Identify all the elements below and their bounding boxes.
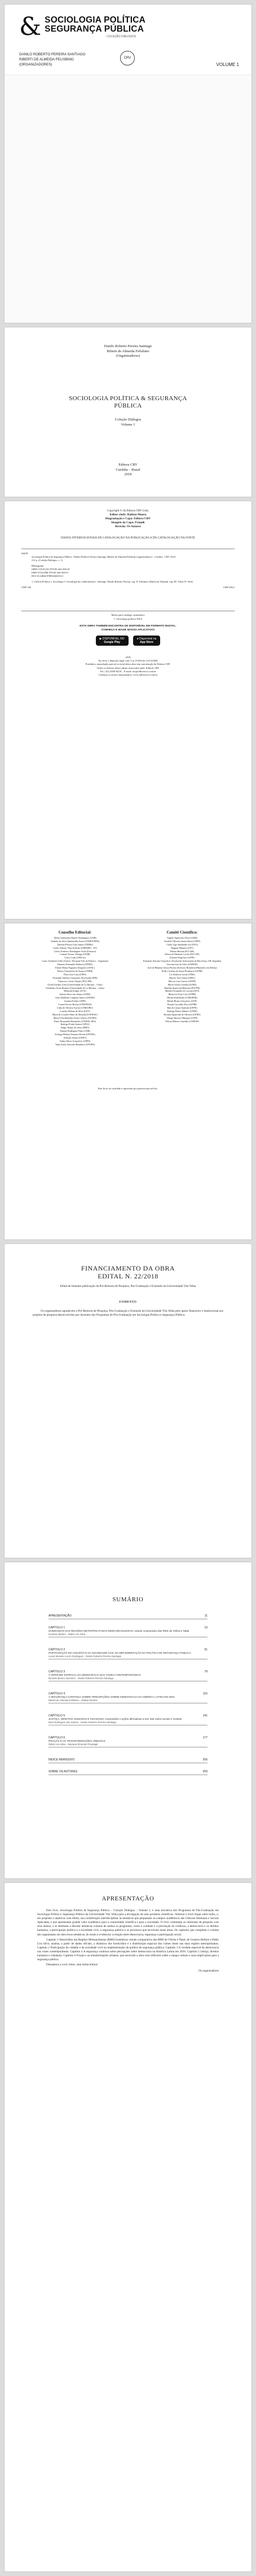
council-member: Lourdes Helena da Silva (UFV) <box>60 1009 90 1013</box>
council-list <box>27 936 123 1046</box>
toc-entry-title: HOMICÍDIOS NAS REGIÕES METROPOLITANAS (RMS) BRASILEIRAS: estudo comparativo das RMS de Vitória e Natal <box>48 1629 189 1632</box>
council-member: Lídia de Oliveira Xavier (UNIEURO) <box>57 1006 93 1009</box>
council-member: Maria de Lourdes Pinto de Almeida (UNOESC) <box>52 1013 98 1016</box>
committee-heading: Comitê Científico: <box>166 930 198 935</box>
imprint-city: Curitiba – Brasil <box>116 467 140 472</box>
organizer-name: DANILO ROBERTO PEREIRA SANTIAGO <box>19 52 86 56</box>
funding-subtitle: Edital de fomento publicação da Pró-Reitoria de Pesquisa, Pós-Graduação e Extensão da Universidade Vila Velha <box>60 1285 196 1288</box>
legal-line: Foi feito o depósito legal conf. Lei 10.994 de 14/12/2004 <box>98 659 158 663</box>
presentation-signature: Os organizadores <box>198 1969 219 1973</box>
council-member: Maria Lília Imbiriba Sousa Colares (UFOPA) <box>53 1016 97 1019</box>
legal-line: Proibida a reprodução parcial ou total desta obra sem autorização da Editora CRV <box>85 663 171 666</box>
toc-entry-page: 51 <box>204 1648 208 1651</box>
legal-line: Tel.: (41) 3039-6418 – E-mail: sac@editoracrv.com.br <box>99 669 157 673</box>
legal-line: Todos os direitos desta edição reservados pela: Editora CRV <box>96 666 160 669</box>
ebook-line: CONHEÇA E BAIXE NOSSO APLICATIVO! <box>101 629 155 632</box>
cdd-code: CDD 320 <box>21 586 31 589</box>
toc-title: SUMÁRIO <box>112 1596 144 1603</box>
cover-page <box>5 5 251 323</box>
toc-entry[interactable] <box>48 1736 208 1747</box>
ebook-line: ESTA OBRA TAMBÉM ENCONTRA-SE DISPONÍVEL EM FORMATO DIGITAL. <box>80 625 176 628</box>
presentation-paragraph: Desejamos a você, leitor, uma ótima leitura! <box>46 1963 98 1967</box>
badge-store-name: App Store <box>140 641 153 644</box>
council-member: Jailson Alves dos Santos (UFRJ) <box>59 993 91 996</box>
council-member: Sérgio Nunes de Jesus (IFRO) <box>60 1026 90 1029</box>
title-page <box>5 327 251 497</box>
index-block <box>5 613 251 621</box>
catalog-heading: DADOS INTERNACIONAIS DE CATALOGAÇÃO NA PUBLICAÇÃO (CIP) CATALOGAÇÃO NA FONTE <box>61 536 195 540</box>
imprint-publisher: Editora CRV <box>118 463 138 467</box>
council-member: Leonel Severo Rocha (UNISINOS) <box>58 1003 92 1006</box>
toc-entry[interactable] <box>48 1758 208 1763</box>
toc-entry-label: ÍNDICE REMISSIVO <box>48 1758 75 1762</box>
council-member: Elione Maria Nogueira Diogenes (UFAL) <box>55 966 95 970</box>
legal-block <box>5 656 251 677</box>
council-member: Maurício Feijó Cruz (UFPB) <box>168 993 196 996</box>
toc-entry-label: CAPÍTULO 1 <box>48 1626 65 1629</box>
council-member: Giovani José da Silva (UNIFAP) <box>166 963 198 966</box>
council-member: Elizeu Clementino de Souza (UNEB) <box>57 969 93 972</box>
presentation-page <box>5 1883 251 2571</box>
toc-entry-label: CAPÍTULO 6 <box>48 1736 65 1740</box>
cip-isbn: ISBN COLEÇÃO 978-85-444-3032-8 <box>32 568 70 571</box>
toc-entry-page: 11 <box>204 1614 208 1618</box>
council-member: Dagmar Manieri (UFT) <box>171 946 193 949</box>
toc-entry[interactable] <box>48 1670 208 1681</box>
toc-entry[interactable] <box>48 1614 208 1619</box>
legal-line: Conheça os nossos lançamentos: www.editoracrv.com.br <box>98 673 158 677</box>
cover-organizers <box>19 52 85 67</box>
toc-entry-label: SOBRE OS AUTORES <box>48 1770 78 1773</box>
cip-text: Sociologia Política & Segurança Pública / Danilo Roberto Pereira Santiago, Riberti de Almeida Felisbino (organizadores) – Curitiba : CRV, 2018. <box>32 555 176 558</box>
council-member: Marcio Jose Ornat (UEPG) <box>169 976 195 979</box>
play-icon: ▶ <box>99 637 102 641</box>
council-member: Wilson Ribeiro Cantidio (UNIFAP) <box>165 1019 199 1023</box>
council-member: Elizeu de Miranda Corrêa (PUC/SP) <box>165 953 200 956</box>
council-member: José de Ribamar Sousa Pereira (Exército Brasileiro/Ministério da Defesa) <box>147 966 217 970</box>
council-member: Kelly Cristina de Souza Prudencio (UFPR) <box>161 969 203 972</box>
cdd-row <box>21 586 235 589</box>
cover-title-line2: SEGURANÇA PÚBLICA <box>45 24 144 34</box>
volume-number: Volume 1 <box>121 422 135 427</box>
toc-entry-authors: Gustavo Belloni · Pablo Lira Silva <box>48 1632 86 1636</box>
council-member: Carlos Federico Dominguez Avila (Unieuro) <box>54 949 96 953</box>
scientific-committee-column <box>134 931 230 1023</box>
council-member: Antônio Pereira Gaio Júnior (UFRRJ) <box>57 943 93 946</box>
council-member: Thiago Barroso Marques (UFPI) <box>166 1016 198 1019</box>
council-member: Tadeu Oliver Gonçalves (UFPA) <box>59 1040 91 1042</box>
toc-entry-authors: Pablo Lira Silva · Mariana Pimentel Prantagé <box>48 1742 98 1746</box>
toc-entry-page: 13 <box>204 1626 208 1629</box>
council-member: Sydione Santos (UEPG) <box>63 1036 87 1040</box>
council-member: Fauston Negreiros (UFPI) <box>170 956 195 960</box>
credit-line: Copyright © da Editora CRV Ltda. <box>107 509 149 512</box>
cover-collection: COLEÇÃO DIÁLOGOS <box>107 35 136 38</box>
credit-line: Diagramação e Capa: Editora CRV <box>105 517 151 520</box>
cip-entry <box>21 555 235 584</box>
toc-entry-authors: Riberti de Almeida Felisbino · Rafael Simões <box>48 1698 98 1702</box>
council-member: Andréia da Silva Quintanilha Sousa (UNIR/UFRN) <box>50 939 100 943</box>
toc-entry-label: CAPÍTULO 4 <box>48 1692 65 1696</box>
council-member: Michel Kobelinski (UNESPAR) <box>167 996 197 1000</box>
council-member: Aldira Guimarães Duarte Domínguez (UNB) <box>54 936 96 939</box>
cover-title-block <box>19 12 205 41</box>
cip-record <box>21 552 235 589</box>
council-member: Rafael Bruno Gonçalves (UFF) <box>167 1000 197 1003</box>
presentation-body <box>37 1909 219 1973</box>
cover-volume: VOLUME 1 <box>216 62 239 67</box>
credits-block <box>5 509 251 529</box>
council-member: Helmuth Krüger (UCP) <box>64 989 86 993</box>
council-member: Solange Helena Ximenes-Rocha (UFOPA) <box>55 1033 95 1036</box>
editor-name: Danilo Roberto Pereira Santiago <box>104 344 152 348</box>
toc-entry-page: 79 <box>204 1670 208 1673</box>
editor-name: Riberti de Almeida Felisbino <box>107 349 149 353</box>
legal-year: 2018 <box>125 656 131 659</box>
ampersand-glyph: & <box>19 12 42 41</box>
council-member: Liv Rebecca Sovik (UFRJ) <box>169 972 195 976</box>
council-member: Edison Bariani (FCLAR) <box>170 949 195 953</box>
book-title: SOCIOLOGIA POLÍTICA & SEGURANÇA PÚBLICA <box>69 395 187 409</box>
council-member: Arnaldo Oliveira Souza Júnior (UFPI) <box>164 939 201 943</box>
index-item: 1. Sociologia política 306.2 <box>113 617 143 620</box>
toc-entry[interactable] <box>48 1714 208 1725</box>
cip-subjects: 1. Ciência Política 2. Sociologia 3. Sociologia do conhecimento I. Santiago, Danilo Roberto Pereira. org. II. Felisbino, Riberti de Almeida. org. III. Título IV. Série. <box>32 580 194 583</box>
toc-entry-label: CAPÍTULO 3 <box>48 1670 65 1673</box>
credit-line: Imagem da Capa: Freepik <box>111 521 145 524</box>
council-member: Celso Conti (UFSCar) <box>64 956 86 960</box>
cip-doi: DOI 10.24824/978854443033.5 <box>32 575 64 577</box>
council-member: Gloria Fariñas León (Universidade de La Havana – Cuba) <box>47 983 103 986</box>
council-member: Carmen Tereza Velanga (UNIR) <box>60 953 90 956</box>
council-member: Paulo Romualdo Hernandes (UNIFAL-MG) <box>54 1019 96 1023</box>
presentation-title: APRESENTAÇÃO <box>101 1895 155 1902</box>
toc-entry-title: JUSTIÇA, DIREITOS HUMANOS E CIDADANIA: impressões e ações afirmativas a teor das redes sociais e revistas <box>48 1718 182 1720</box>
toc-entry[interactable] <box>48 1626 208 1637</box>
organizer-name: RIBERTI DE ALMEIDA FELISBINO <box>19 58 74 62</box>
app-store-badge[interactable] <box>133 636 161 646</box>
toc-entry-label: APRESENTAÇÃO <box>48 1614 72 1618</box>
council-member: Rodrigo Pratte-Santos (UFES) <box>60 1023 90 1026</box>
editorial-council-column <box>27 931 123 1046</box>
toc-entry-label: CAPÍTULO 2 <box>48 1648 65 1651</box>
apple-icon: ● <box>136 637 139 641</box>
council-member: João Adalberto Campato Junior (UNESP) <box>55 996 95 1000</box>
ebook-notice <box>5 624 251 632</box>
toc-entry-page: 205 <box>202 1758 208 1762</box>
council-member: Maria Tereza Castilho (UFRJ) <box>167 983 197 986</box>
organizer-label: (ORGANIZADORES) <box>19 63 52 67</box>
credit-line: Editor-chefe: Railson Moura <box>109 513 147 516</box>
toc-entry-authors: Davi Rodrigues dos Santos · Danilo Roberto Pereira Santiago <box>48 1720 117 1724</box>
cip-code: S6678 <box>21 552 28 555</box>
cdd-code: CDD 306.2 <box>223 586 235 589</box>
council-member: Rodrigo Bastos Ribeiro (UFPE) <box>167 1009 197 1013</box>
council-member: Renata Carvalho Silva (UFPB) <box>167 1003 197 1006</box>
council-member: Carlos Ugo Santander Joo (UFG) <box>166 943 198 946</box>
council-member: Fernando Antônio Gonçalves Alcoforado (IPB) <box>52 976 98 979</box>
toc-entry-title: A SEGURANÇA CONTINUA SOBRE PERCEPÇÕES SOBRE DEMOCRACIA NA AMÉRICA LATINA EM 2016 <box>48 1696 175 1698</box>
toc-entry-page: 115 <box>203 1692 208 1696</box>
imprint-year: 2018 <box>124 472 132 476</box>
imprint-block <box>5 463 251 477</box>
funding-section: FOMENTO <box>119 1300 137 1304</box>
funding-title-line: EDITAL N. 22/2018 <box>98 1272 158 1280</box>
council-member: Francisco Carlos Duarte (PUC-PR) <box>58 979 92 983</box>
credit-line: Revisão: Os Autores <box>115 525 141 528</box>
toc-entry-page: 177 <box>202 1736 208 1740</box>
presentation-paragraph: Este livro, Sociologia Política & Segurança Pública – Coleção Diálogos – Volume 1, é uma iniciativa dos Programas de Pós-Graduação em Sociologia Política e Segurança Pública da Universidade Vila Velha para a divulgação de seus produtos científicos. Sintonia e nível ímpar entre todos, e, em proposta e objetivos com efeito, sua contribuição interdisciplinar às temáticas que perpassam os campos acadêmicos das Ciências Humanas e Sociais Aplicadas, e que apresentam grande valor acadêmico para a comunidade científica e para a sociedade. O livro contempla os interesses de pesquisa com seus alunos, e se destinam a discutir temáticas comuns de ambos os programas, como o combate e a prevenção da violência, a democracia e os direitos humanos, a participação política e a sociedade civil, a segurança pública e os processos que envolvem essas áreas. Os capítulos que compõem o volume são organizados em dois eixos temáticos, de modo a evidenciar a relação entre democracia, segurança e participação social. <box>37 1909 219 1937</box>
cover-blank-area <box>5 75 251 323</box>
council-heading: Conselho Editorial: <box>58 930 92 935</box>
toc-entry-title: PARTICIPAÇÃO DO CIDADÃO E DA SOCIEDADE CIVIL NA IMPLEMENTAÇÃO DA POLÍTICA DE SEGURANÇA PÚBLICA <box>48 1651 191 1654</box>
funding-page <box>5 1244 251 1558</box>
council-member: Guillermo Arias Beatón (Universidade de La Havana – Cuba) <box>46 986 104 989</box>
council-member: Cesar Gerónimo Tello (Univer .Nacional Três de Febrero – Argentina) <box>42 960 108 963</box>
council-member: Angelo Aparecido Priori (UEM) <box>166 936 198 939</box>
badge-caption: DISPONÍVEL NO <box>102 637 125 641</box>
toc-entry-authors: Lucas Moraes Lucón Rodrigues · Danilo Roberto Pereira Santiago <box>48 1654 122 1658</box>
council-member: Simone Rodrigues Pinto (UNB) <box>60 1029 90 1033</box>
toc-entry-title: A VERDADE ESPECIAL DA DEMOCRACIA NAS VOZES CONTEMPORÂNEAS <box>48 1673 141 1676</box>
store-badges <box>5 636 251 646</box>
review-note: Este livro foi avaliado e aprovado por pareceristas ad hoc. <box>98 1087 158 1090</box>
collection-name: Coleção Diálogos <box>114 418 142 422</box>
council-member: Josania Portela (UFPI) <box>64 1000 86 1003</box>
badge-caption: Disponível na <box>139 637 157 641</box>
council-page <box>5 923 251 1239</box>
presentation-paragraph: Capítulo 1 Homicídios nas Regiões Metropolitanas (RMS) brasileiras: estudo comparativo das RMS de Vitória e Natal, de Gustavo Belloni e Pablo Lira Silva, analisa, a partir de dados oficiais, a dinâmica dos homicídios e a distribuição espacial dos crimes letais nas duas regiões metropolitanas. Capítulo 2 Participação do cidadão e da sociedade civil na implementação da política de segurança pública. Capítulo 3 A verdade especial da democracia nas vozes contemporâneas. Capítulo 4 A segurança continua sobre percepções sobre democracia na América Latina em 2016. Capítulo 5 Justiça, direitos humanos e cidadania. Capítulo 6 Fração e as transformações urbanas, que encerram a obra com reflexões sobre o espaço urbano e suas implicações para a segurança pública. <box>37 1938 219 1962</box>
index-title: Índice para catálogo sistemático <box>111 614 145 616</box>
council-member: Rosalia Aparecida de Oliveira (UFRN) <box>164 1013 201 1016</box>
publisher-logo: CRV <box>120 51 135 65</box>
council-member: Rita de Cássia Andrade (UFPE) <box>167 1006 197 1009</box>
committee-list <box>134 936 230 1023</box>
council-member: Eduardo Fernandes Barbosa (UFMG) <box>57 963 93 966</box>
council-member: Élsio José Corá (UFFS) <box>64 972 86 976</box>
cip-pages: 212 p. (Coleção Diálogos, v. 1) <box>32 559 63 562</box>
toc-entry-page: 209 <box>202 1770 208 1773</box>
funding-title <box>5 1264 251 1280</box>
toc-entry[interactable] <box>48 1770 208 1775</box>
toc-entry[interactable] <box>48 1648 208 1659</box>
council-member: Marcio Luiz Carreri (UENP) <box>168 979 196 983</box>
toc-entry-page: 141 <box>202 1714 208 1718</box>
badge-store-name: Google Play <box>104 641 121 644</box>
council-member: Carlos Alberto Vilar Estêvão (UMINHO – PT) <box>52 946 98 949</box>
toc-page <box>5 1562 251 1878</box>
editors-block <box>5 344 251 359</box>
copyright-page <box>5 501 251 919</box>
council-member: Marilda Aparecida Behrens (PUCPR) <box>164 986 200 989</box>
council-member: Tania Suely Azevedo Brasileiro (UFOPA) <box>55 1042 95 1046</box>
council-member: Marilia Fernandes de Lucena (UFS) <box>165 989 200 993</box>
toc-entry[interactable] <box>48 1692 208 1703</box>
collection-block <box>5 418 251 427</box>
cip-bibliography: Bibliografia <box>32 564 44 567</box>
cip-isbn: ISBN VOLUME 978-85-444-3033-5 <box>32 571 69 574</box>
council-member: Fernando Antonio Gonçalves Alcoforado (Universitat de Barcelona, UB, Espanha) <box>143 960 222 963</box>
toc-entry-title: PRAÇÃO E AS TRANSFORMAÇÕES URBANAS <box>48 1740 105 1742</box>
google-play-badge[interactable] <box>96 636 129 646</box>
funding-title-line: FINANCIAMENTO DA OBRA <box>81 1264 175 1272</box>
funding-body: Os organizadores agradecem a Pró-Reitoria de Pesquisa, Pós-Graduação e Extensão da Universidade Vila Velha pelo apoio financeiro e institucional aos projetos de pesquisa desenvolvidos por docentes dos Programas de Pós-Graduação em Sociologia Política e Segurança Pública. <box>33 1309 223 1317</box>
toc-entry-authors: Ricardo Bianco Sanchez · Danilo Roberto Pereira Santiago <box>48 1676 114 1680</box>
toc-entry-label: CAPÍTULO 5 <box>48 1714 65 1718</box>
editor-label: (Organizadores) <box>116 354 140 358</box>
cover-title-line1: SOCIOLOGIA POLÍTICA <box>45 15 146 25</box>
